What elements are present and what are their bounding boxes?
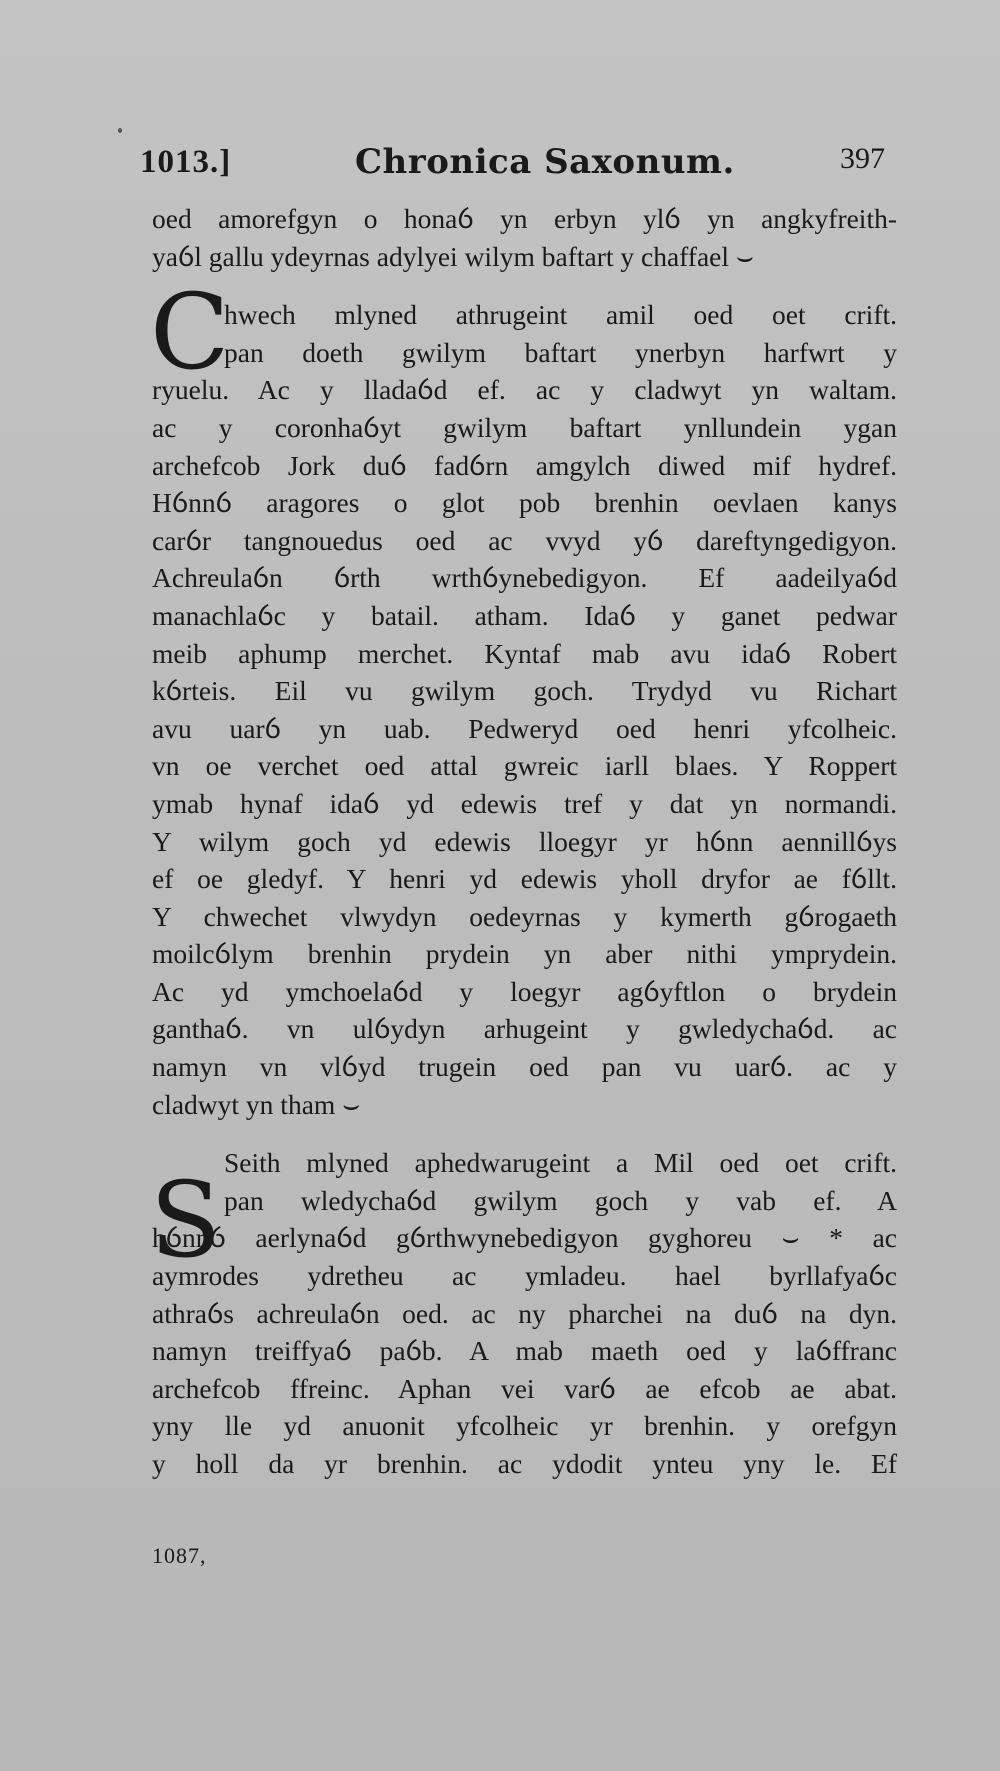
- text-line: ryuelu. Ac y lladaỽd ef. ac y cladwyt yn waltam.: [152, 374, 897, 406]
- page-number: 397: [840, 142, 885, 175]
- text-line: yny lle yd anuonit yfcolheic yr brenhin. y orefgyn: [152, 1410, 897, 1442]
- text-line: archefcob ffreinc. Aphan vei varỽ ae efcob ae abat.: [152, 1372, 897, 1404]
- text-line: oed amorefgyn o honaỽ yn erbyn ylỽ yn angkyfreith-: [152, 203, 897, 234]
- text-line: vn oe verchet oed attal gwreic iarll blaes. Y Roppert: [152, 750, 897, 782]
- running-head: [140, 140, 885, 190]
- text-line: ganthaỽ. vn ulỽydyn arhugeint y gwledychaỽd. ac: [152, 1013, 897, 1045]
- ink-speck: [118, 128, 122, 133]
- text-line: yaỽl gallu ydeyrnas adylyei wilym baftart y chaffael ⌣: [152, 240, 754, 272]
- text-line: archefcob Jork duỽ fadỽrn amgylch diwed mif hydref.: [152, 449, 897, 481]
- text-line: ymab hynaf idaỽ yd edewis tref y dat yn normandi.: [152, 787, 897, 819]
- drop-cap-c: C: [150, 271, 230, 393]
- text-line: Seith mlyned aphedwarugeint a Mil oed oet crift.: [224, 1147, 897, 1179]
- text-line: Achreulaỽn ỽrth wrthỽynebedigyon. Ef aadeilyaỽd: [152, 562, 897, 594]
- text-line: namyn vn vlỽyd trugein oed pan vu uarỽ. ac y: [152, 1051, 897, 1083]
- text-line: y holl da yr brenhin. ac ydodit ynteu yny le. Ef: [152, 1448, 897, 1479]
- text-line: kỽrteis. Eil vu gwilym goch. Trydyd vu Richart: [152, 675, 897, 707]
- footnote-date: 1087,: [152, 1543, 207, 1568]
- text-line: Y chwechet vlwydyn oedeyrnas y kymerth gỽrogaeth: [152, 900, 897, 932]
- text-line: ac y coronhaỽyt gwilym baftart ynllundein ygan: [152, 411, 897, 443]
- text-line: pan doeth gwilym baftart ynerbyn harfwrt y: [224, 336, 897, 368]
- text-line: Hỽnnỽ aragores o glot pob brenhin oevlaen kanys: [152, 487, 897, 519]
- text-line: meib aphump merchet. Kyntaf mab avu idaỽ Robert: [152, 637, 897, 669]
- text-line: cladwyt yn tham ⌣: [152, 1088, 361, 1120]
- text-line: pan wledychaỽd gwilym goch y vab ef. A: [224, 1184, 897, 1216]
- text-line: avu uarỽ yn uab. Pedweryd oed henri yfcolheic.: [152, 712, 897, 744]
- text-line: namyn treiffyaỽ paỽb. A mab maeth oed y laỽffranc: [152, 1335, 897, 1367]
- text-line: hỽnnỽ aerlynaỽd gỽrthwynebedigyon gyghoreu ⌣ * ac: [152, 1222, 897, 1254]
- text-line: aymrodes ydretheu ac ymladeu. hael byrllafyaỽc: [152, 1260, 897, 1292]
- running-head-title: Chronica Saxonum.: [355, 142, 735, 182]
- body-text: [152, 200, 897, 1483]
- running-head-year: 1013.]: [140, 144, 232, 180]
- text-line: manachlaỽc y batail. atham. Idaỽ y ganet pedwar: [152, 599, 897, 631]
- drop-cap-s: S: [150, 1159, 222, 1281]
- text-line: Ac yd ymchoelaỽd y loegyr agỽyftlon o brydein: [152, 975, 897, 1007]
- text-line: hwech mlyned athrugeint amil oed oet crift.: [224, 299, 897, 331]
- text-line: carỽr tangnouedus oed ac vvyd yỽ dareftyngedigyon.: [152, 524, 897, 556]
- text-line: moilcỽlym brenhin prydein yn aber nithi ymprydein.: [152, 938, 897, 970]
- text-line: Y wilym goch yd edewis lloegyr yr hỽnn aennillỽys: [152, 825, 897, 857]
- text-line: ef oe gledyf. Y henri yd edewis yholl dryfor ae fỽllt.: [152, 863, 897, 895]
- text-line: athraỽs achreulaỽn oed. ac ny pharchei na duỽ na dyn.: [152, 1297, 897, 1329]
